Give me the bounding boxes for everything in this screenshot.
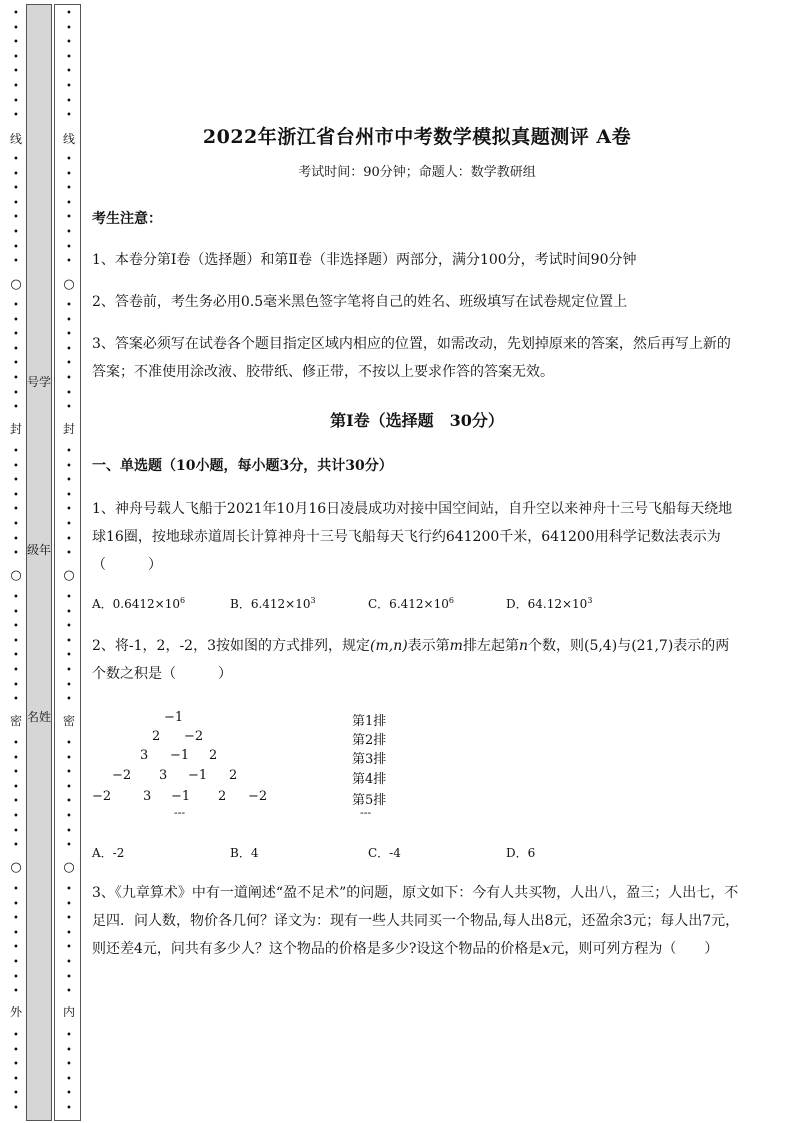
inner-dot: • [66, 679, 72, 691]
tri-r4-n4: 2 [229, 768, 238, 783]
inner-dot: • [66, 81, 72, 92]
inner-dot: • [66, 519, 72, 530]
notice-item-1: 1、本卷分第I卷（选择题）和第Ⅱ卷（非选择题）两部分，满分100分，考试时间90分钟 [92, 252, 637, 268]
outer-seal-mark: ○ [10, 568, 22, 583]
q2-option-d: D．6 [506, 846, 536, 860]
inner-dot: • [66, 781, 72, 793]
outer-dot: • [13, 343, 19, 355]
inner-dot: • [66, 752, 72, 764]
outer-dot: • [13, 358, 19, 370]
inner-dot: • [66, 489, 72, 501]
outer-dot: • [13, 402, 19, 414]
notice-item-2: 2、答卷前，考生务必用0.5毫米黑色签字笔将自己的姓名、班级填写在试卷规定位置上 [92, 294, 628, 310]
notice-heading: 考生注意： [92, 211, 162, 227]
outer-dot: • [13, 446, 19, 457]
inner-dot: • [66, 475, 72, 487]
outer-dot: • [13, 1030, 19, 1041]
q1-option-c: C．$6.412\times 10^6$ [368, 596, 454, 611]
inner-dot: • [66, 241, 72, 253]
outer-dot: • [13, 256, 19, 268]
tri-r2-n2: −2 [184, 729, 204, 744]
outer-dot: • [13, 183, 19, 195]
inner-dot: • [66, 460, 72, 472]
outer-dot: • [13, 51, 19, 63]
inner-dot: • [66, 37, 72, 49]
part1-title: 第I卷（选择题 30分） [330, 411, 504, 430]
outer-dot: • [13, 22, 19, 34]
outer-dot: • [13, 66, 19, 78]
row-label-4: 第4排 [352, 772, 387, 787]
inner-dot: • [66, 8, 72, 19]
outer-dot: • [13, 533, 19, 545]
inner-seal-mark: 内 [62, 1005, 75, 1019]
question-1-text: 1、神舟号载人飞船于2021年10月16日凌晨成功对接中国空间站，自升空以来神舟十三号飞船每天绕地球16圈，按地球赤道周长计算神舟十三号飞船每天飞行约641200千米，641200用科学记数法表示为（ ） [92, 501, 733, 573]
outer-dot: • [13, 168, 19, 180]
outer-dot: • [13, 300, 19, 311]
inner-dot: • [66, 197, 72, 209]
outer-seal-mark: 封 [9, 422, 22, 436]
exam-title: 2022年浙江省台州市中考数学模拟真题测评 A卷 [202, 126, 632, 148]
inner-dot: • [66, 212, 72, 224]
inner-dot: • [66, 606, 72, 618]
outer-dot: • [13, 913, 19, 925]
outer-dot: • [13, 606, 19, 618]
q2-option-a: A．-2 [92, 846, 125, 860]
outer-dot: • [13, 489, 19, 501]
tri-r5-n5: −2 [248, 789, 268, 804]
binding-outer-column [6, 0, 26, 1123]
inner-dot: • [66, 1088, 72, 1100]
question-2-text: 2、将-1，2，-2，3按如图的方式排列，规定(m,n)表示第m排左起第n个数，则(5,4)与(21,7)表示的两个数之积是（ ） [92, 638, 730, 682]
student-number-label: 号学 [26, 375, 51, 389]
outer-dot: • [13, 460, 19, 472]
outer-dot: • [13, 387, 19, 399]
tri-r3-n1: 3 [140, 748, 149, 763]
inner-dot: • [66, 168, 72, 180]
inner-dot: • [66, 1044, 72, 1056]
name-label: 名姓 [26, 710, 51, 724]
inner-dot: • [66, 738, 72, 749]
tri-r5-n2: 3 [143, 789, 152, 804]
outer-dot: • [13, 986, 19, 998]
tri-r5-n1: −2 [92, 789, 112, 804]
inner-dot: • [66, 402, 72, 414]
binding-grey-band [26, 4, 52, 1121]
inner-dot: • [66, 825, 72, 837]
binding-inner-column [58, 0, 80, 1123]
outer-dot: • [13, 1088, 19, 1100]
outer-dot: • [13, 738, 19, 749]
outer-dot: • [13, 825, 19, 837]
outer-dot: • [13, 752, 19, 764]
outer-dot: • [13, 37, 19, 49]
tri-r4-n1: −2 [112, 768, 132, 783]
inner-dot: • [66, 898, 72, 910]
outer-dot: • [13, 212, 19, 224]
inner-dot: • [66, 329, 72, 341]
outer-dot: • [13, 635, 19, 647]
outer-dot: • [13, 1073, 19, 1085]
outer-dot: • [13, 811, 19, 822]
row-label-5: 第5排 [352, 793, 387, 808]
inner-dot: • [66, 183, 72, 195]
q2-option-b: B．4 [230, 846, 259, 860]
question-3-text: 3、《九章算术》中有一道阐述“盈不足术”的问题，原文如下：今有人共买物，人出八，盈三；人出七，不足四．问人数，物价各几何？译文为：现有一些人共同买一个物品,每人出8元，还盈余3元；每人出7元，则还差4元，问共有多少人？这个物品的价格是多少?设这个物品的价格是x元，则可列方程为（ ） [92, 885, 740, 957]
tri-r4-n3: −1 [188, 768, 208, 783]
q1-option-b: B．$6.412\times 10^3$ [230, 596, 316, 611]
outer-dot: • [13, 694, 19, 706]
outer-dot: • [13, 154, 19, 165]
inner-dot: • [66, 300, 72, 311]
inner-dot: • [66, 504, 72, 516]
notice-item-3: 3、答案必须写在试卷各个题目指定区域内相应的位置，如需改动，先划掉原来的答案，然后再写上新的答案；不准使用涂改液、胶带纸、修正带，不按以上要求作答的答案无效。 [92, 336, 731, 380]
inner-dot: • [66, 1030, 72, 1041]
outer-dot: • [13, 241, 19, 253]
outer-seal-mark: 密 [9, 714, 22, 728]
inner-dot: • [66, 446, 72, 457]
outer-dot: • [13, 796, 19, 808]
outer-dot: • [13, 971, 19, 983]
outer-dot: • [13, 314, 19, 326]
question-1-options [92, 595, 742, 612]
outer-dot: • [13, 504, 19, 516]
inner-dot: • [66, 387, 72, 399]
inner-dot: • [66, 957, 72, 968]
inner-dot: • [66, 1103, 72, 1114]
inner-dot: • [66, 635, 72, 647]
inner-dot: • [66, 548, 72, 560]
outer-dot: • [13, 1103, 19, 1114]
tri-continuation: --- [174, 806, 186, 819]
outer-dot: • [13, 942, 19, 954]
outer-dot: • [13, 1044, 19, 1056]
outer-dot: • [13, 840, 19, 852]
outer-dot: • [13, 548, 19, 560]
inner-dot: • [66, 592, 72, 603]
inner-dot: • [66, 227, 72, 238]
outer-dot: • [13, 329, 19, 341]
inner-dot: • [66, 343, 72, 355]
number-triangle-figure [92, 710, 742, 822]
outer-dot: • [13, 197, 19, 209]
inner-dot: • [66, 95, 72, 107]
inner-dot: • [66, 373, 72, 384]
inner-dot: • [66, 942, 72, 954]
outer-seal-mark: ○ [10, 860, 22, 875]
tri-r2-n1: 2 [152, 729, 161, 744]
inner-dot: • [66, 22, 72, 34]
row-label-3: 第3排 [352, 752, 387, 767]
outer-dot: • [13, 957, 19, 968]
inner-dot: • [66, 51, 72, 63]
tri-r4-n2: 3 [159, 768, 168, 783]
inner-dot: • [66, 694, 72, 706]
q2-option-c: C．-4 [368, 846, 401, 860]
tri-r5-n4: 2 [218, 789, 227, 804]
outer-dot: • [13, 927, 19, 939]
inner-dot: • [66, 840, 72, 852]
inner-dot: • [66, 110, 72, 122]
tri-r3-n2: −1 [170, 748, 190, 763]
inner-seal-mark: 密 [62, 714, 75, 728]
outer-dot: • [13, 898, 19, 910]
inner-dot: • [66, 314, 72, 326]
inner-dot: • [66, 811, 72, 822]
outer-dot: • [13, 95, 19, 107]
exam-subtitle: 考试时间：90分钟；命题人：数学教研组 [298, 165, 536, 180]
inner-dot: • [66, 796, 72, 808]
inner-dot: • [66, 1059, 72, 1071]
inner-seal-mark: ○ [63, 277, 75, 292]
outer-dot: • [13, 781, 19, 793]
outer-dot: • [13, 1059, 19, 1071]
row-label-2: 第2排 [352, 733, 387, 748]
inner-dot: • [66, 154, 72, 165]
outer-dot: • [13, 665, 19, 676]
outer-seal-mark: ○ [10, 277, 22, 292]
tri-r5-n3: −1 [171, 789, 191, 804]
inner-seal-mark: 封 [62, 422, 75, 436]
inner-dot: • [66, 913, 72, 925]
outer-dot: • [13, 679, 19, 691]
inner-dot: • [66, 533, 72, 545]
outer-dot: • [13, 650, 19, 662]
inner-dot: • [66, 650, 72, 662]
inner-seal-mark: ○ [63, 860, 75, 875]
inner-dot: • [66, 884, 72, 895]
outer-seal-mark: 外 [9, 1005, 22, 1019]
inner-seal-mark: ○ [63, 568, 75, 583]
inner-dot: • [66, 358, 72, 370]
q1-option-a: A．$0.6412\times 10^6$ [92, 596, 186, 611]
outer-dot: • [13, 110, 19, 122]
exam-page [92, 120, 742, 963]
tri-r1-n1: −1 [164, 710, 184, 725]
q1-option-d: D．$64.12\times 10^3$ [506, 596, 593, 611]
outer-dot: • [13, 621, 19, 633]
class-label: 级年 [26, 543, 51, 557]
inner-dot: • [66, 665, 72, 676]
inner-dot: • [66, 767, 72, 779]
inner-dot: • [66, 1073, 72, 1085]
outer-seal-mark: 线 [9, 132, 22, 146]
inner-dot: • [66, 971, 72, 983]
outer-dot: • [13, 592, 19, 603]
row-label-1: 第1排 [352, 714, 387, 729]
outer-dot: • [13, 227, 19, 238]
outer-dot: • [13, 8, 19, 19]
inner-dot: • [66, 927, 72, 939]
inner-dot: • [66, 66, 72, 78]
inner-dot: • [66, 986, 72, 998]
outer-dot: • [13, 767, 19, 779]
outer-dot: • [13, 475, 19, 487]
section1-title: 一、单选题（10小题，每小题3分，共计30分） [92, 458, 393, 474]
inner-dot: • [66, 621, 72, 633]
inner-dot: • [66, 256, 72, 268]
outer-dot: • [13, 884, 19, 895]
outer-dot: • [13, 81, 19, 92]
inner-seal-mark: 线 [62, 132, 75, 146]
row-label-continuation: --- [360, 806, 372, 819]
tri-r3-n3: 2 [209, 748, 218, 763]
outer-dot: • [13, 373, 19, 384]
binding-margin [0, 0, 84, 1123]
outer-dot: • [13, 519, 19, 530]
question-2-options [92, 844, 742, 861]
